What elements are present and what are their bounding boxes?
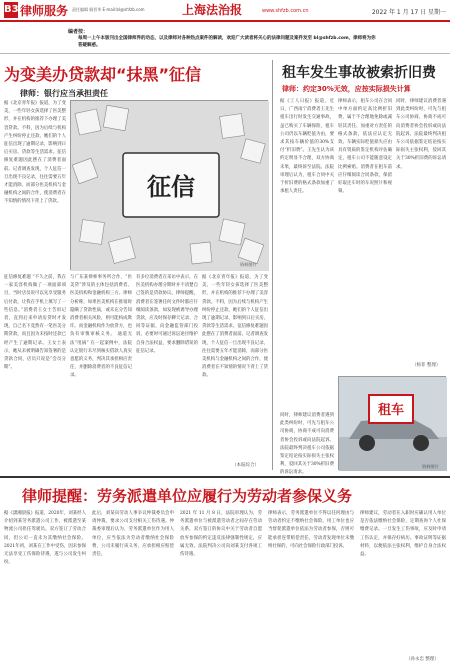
column-divider: [272, 60, 273, 470]
article-car-col3: 同时，律师建议消费者遇到此类纠纷时，可先与租车公司协商，协商不成可向消费者协会投诉或向法院起诉。法院最终判决租车公司依据鉴定结论按实际损失主张权利，驳回其关于30%折旧费的诉讼请求。: [396, 99, 446, 170]
article-loan-byline: （本报综合）: [232, 463, 259, 468]
article-car-col4: 同时，律师建议消费者遇到此类纠纷时，可先与租车公司协商，协商不成可向消费者协会投诉或向法院起诉。法院最终判决租车公司依据鉴定结论按实际损失主张权利，驳回其关于30%折旧费的诉讼请求。: [280, 413, 334, 476]
page-header: [0, 0, 450, 22]
article-loan-col1: 据《北京青年报》报道，为了变美，一些年轻女孩选择了医美整形，并在机构的推荐下办理了美容贷款。不料，因为后续与机构产生纠纷停止还款，她们的个人征信出现了逾期记录，影响到日后买房、贷款等生活需求。征信修复难题因此摆在了消费者面前。记者调查发现，个人征信一旦出现不良记录，往往需要五年才能消除，而部分医美机构与金融机构之间的合作，使消费者在不知情的情况下背上了贷款。: [4, 101, 66, 205]
article-loan-col4: 有多位消费者在采访中表示，在医美机构办理分期时并不清楚自己签的是贷款协议。律师提醒，消费者在签署任何文件时都应仔细阅读条款，如发现被诱导办理贷款，应及时保存聊天记录、合同等证据，向金融监管部门投诉，必要时可通过诉讼途径维护自身合法权益，要求删除错误的征信记录。: [136, 275, 198, 354]
car-rental-photo-caption: 资料图片: [422, 464, 439, 469]
newspaper-logo: 上海法治报: [182, 3, 243, 17]
editor-note-label: 编者按：: [68, 29, 89, 35]
article-labor-col4: 律师表示，劳务派遣单位不得以任何理由与劳动者约定不缴纳社会保险。用工单位也应当督促派遣单位依法为劳动者参保，否则可能承担连带赔偿责任。劳动者发现单位未缴纳社保的，可向社会保险行政部门投诉。: [268, 511, 354, 549]
car-rental-photo: [338, 376, 446, 470]
article-car-col1: 据《工人日报》报道，近日，广西南宁消费者王先生租车出行时发生交通事故，虽已购买了车辆保险，租车公司仍以车辆贬值为由，要求其按车辆价值的30%支付“折旧费”。王先生认为该约定明显不合理，双方协商未果，最终诉至法院。法院审理后认为，租车合同中关于折旧费的格式条款加重了承租人责任。: [280, 99, 334, 195]
article-labor-col2: 此后，刘某向劳动人事争议仲裁委员会申请仲裁，要求公司支付相关工伤待遇。仲裁委审理后认为，劳务派遣单位作为用人单位，应当依法为劳动者缴纳社会保险费，公司未履行该义务，应承担相应赔偿责任。: [92, 511, 174, 558]
credit-photo-caption: 资料图片: [240, 262, 257, 267]
article-loan-col2: 征信修复难题 “不久之前，我在一家美容机构做了一项面部项目，当时店员说可以先享受服务后付款，让我在手机上填写了一些信息。”消费者王女士告诉记者，直到后来申请房贷时才发现，自己名下竟然有一笔医美分期贷款，而且因为未按时还款已经产生了逾期记录。王女士表示，她从未被明确告知签署的是贷款合同，店员只说是“会员分期”。: [4, 275, 66, 371]
article-labor-col5: 律师建议，劳动者在入职时应确认用人单位是否依法缴纳社会保险，定期查询个人社保缴费记录。一旦发生工伤事故，应及时申请工伤认定，并保存好病历、事故证明等证据材料，以便依法主张权利，维护自身合法权益。: [360, 511, 446, 558]
article-labor-byline: （孙永忠 整理）: [406, 657, 439, 662]
section-title: 律师服务: [20, 4, 69, 18]
editor-note: [0, 24, 450, 54]
article-loan-col5: 据《北京青年报》报道，为了变美，一些年轻女孩选择了医美整形，并在机构的推荐下办理了美容贷款。不料，因为后续与机构产生纠纷停止还款，她们的个人征信出现了逾期记录，影响到日后买房、贷款等生活需求。征信修复难题因此摆在了消费者面前。记者调查发现，个人征信一旦出现不良记录，往往需要五年才能消除，而部分医美机构与金融机构之间的合作，使消费者在不知情的情况下背上了贷款。: [202, 275, 268, 379]
article-labor-col3: 2021 年 11 月 8 日，法院审理认为，劳务派遣单位与被派遣劳动者之间存在劳动关系，双方签订的协议中关于劳动者自愿放弃参保的约定违反法律强制性规定，应属无效。法院判决公司向刘某支付各项工伤待遇。: [180, 511, 262, 558]
article-labor-col1: 据《潇湘晨报》报道，2020年，刘某经人介绍到某劳务派遣公司工作，被派遣至某物流公司担任驾驶员。双方签订了劳动合同，但公司一直未为其缴纳社会保险。2021年初，刘某在工作中受伤，因未参保无法享受工伤保险待遇，遂与公司发生纠纷。: [4, 511, 86, 566]
editor-note-text: 每周一上午本版刊出全国律师界的动态，以及律师对各种热点案件的解读，欢迎广大读者将关心的法律问题及案件发至 bl@shfzb.com，律师将为你答疑解惑。: [78, 36, 376, 48]
car-rental-illustration: [339, 377, 447, 471]
page-number-badge: B3: [4, 2, 18, 18]
car-rental-sign: 租车: [377, 403, 404, 418]
article-headline-car-rental: 租车发生事故被索折旧费: [282, 65, 436, 81]
article-subhead-car-rental: 律师：约定30%无效，应按实际损失计算: [282, 85, 411, 93]
article-headline-labor: 律师提醒：劳务派遣单位应履行为劳动者参保义务: [22, 487, 353, 505]
editor-info: 责任编辑 顾晋华 E-mail:bl@shfzb.com: [72, 7, 145, 12]
newspaper-url: www.shfzb.com.cn: [262, 8, 309, 14]
article-car-col2: 律师表示，租车公司在合同中单方面约定高比例折旧费，属于不合理地免除或减轻其责任、加重对方责任的格式条款，依法应认定无效。车辆实际贬值损失应由具有资质的鉴定机构评估确定，租车公司不能随意设定比例索赔。消费者在租车前应仔细阅读合同条款，保留好取还车时的车况照片和视频。: [338, 99, 392, 195]
article-car-byline: （杨菲 整理）: [412, 363, 441, 368]
article-subhead-loan: 律师：银行应当承担责任: [20, 89, 108, 98]
article-headline-loan: 为变美办贷款却“抹黑”征信: [4, 65, 202, 84]
article-loan-col3: 与广东某律师事务所合作，“医美贷”涉及的主体包括消费者、医美机构和金融机构三方。律师分析称，如果医美机构在推销时隐瞒了贷款性质，或未充分告知消费者相关风险，则可能构成欺诈。而金融机构作为放贷方，也负有审慎审核义务。 通道无法“甩锅” 在一起案例中，法院认定银行未尽到核实借款人真实意愿的义务，判决其承担相应责任，并删除消费者的不良征信记录。: [70, 275, 132, 379]
section-divider: [0, 476, 450, 478]
credit-photo: [70, 100, 268, 270]
credit-photo-text: 征信: [147, 172, 195, 201]
issue-date: 2022 年 1 月 17 日 星期一: [371, 9, 446, 16]
